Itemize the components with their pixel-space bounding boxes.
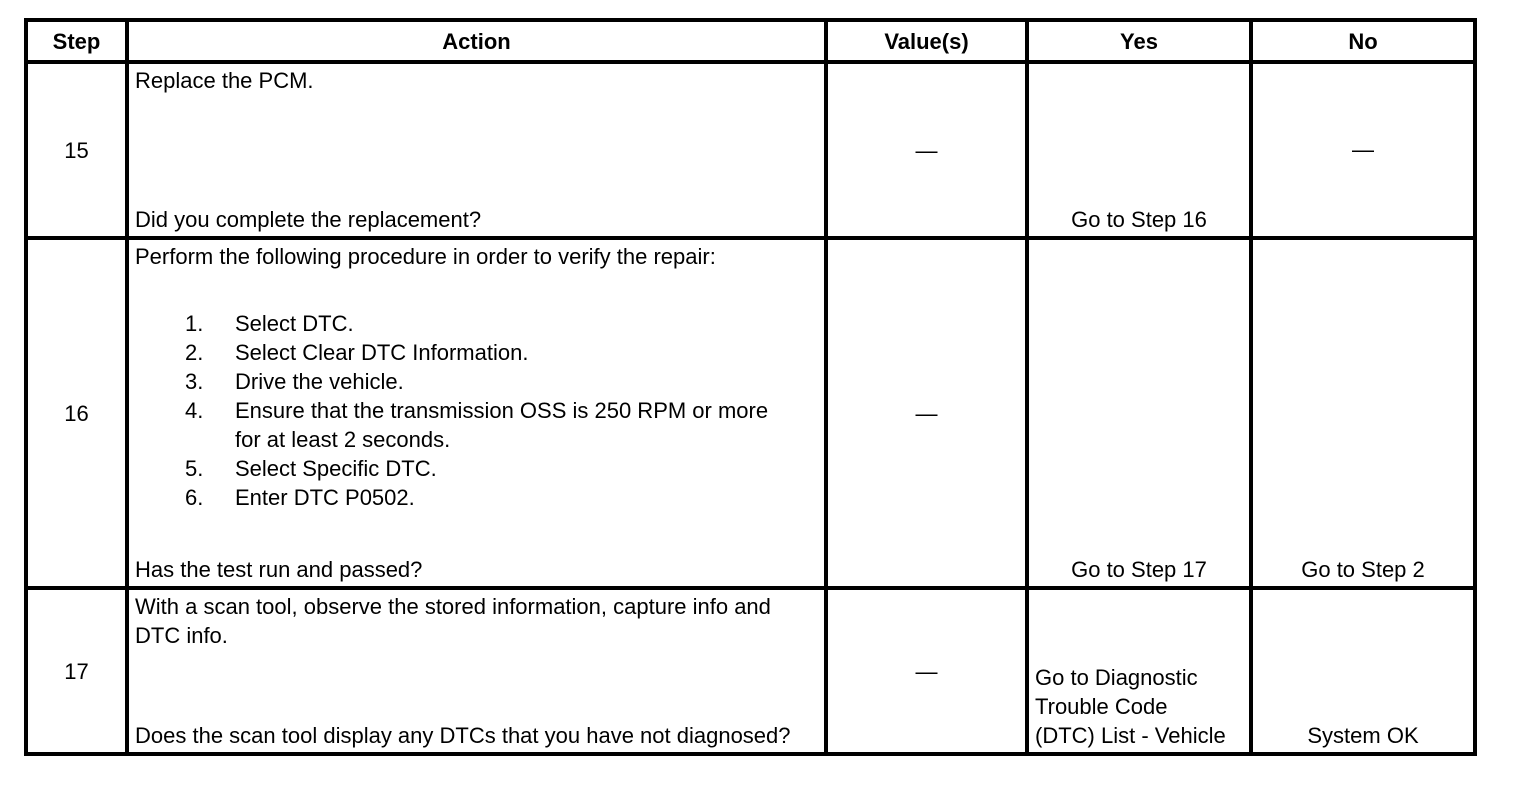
list-item <box>185 483 818 512</box>
header-values: Value(s) <box>826 20 1027 62</box>
header-no: No <box>1251 20 1475 62</box>
header-step: Step <box>26 20 127 62</box>
list-item <box>185 309 818 338</box>
no-cell: Go to Step 2 <box>1251 238 1475 588</box>
table-row <box>26 238 1475 588</box>
action-intro: Perform the following procedure in order to verify the repair: <box>135 244 716 269</box>
list-item-number: 5. <box>185 456 204 481</box>
yes-cell: Go to Step 17 <box>1027 238 1251 588</box>
header-action: Action <box>127 20 826 62</box>
step-number: 16 <box>26 238 127 588</box>
yes-cell: Go to Step 16 <box>1027 62 1251 238</box>
value-cell: — <box>826 62 1027 238</box>
action-question: Does the scan tool display any DTCs that you have not diagnosed? <box>135 723 791 748</box>
list-item-text: Ensure that the transmission OSS is 250 RPM or more for at least 2 seconds. <box>235 398 769 452</box>
diagnostic-table <box>24 18 1477 756</box>
list-item-number: 3. <box>185 369 204 394</box>
list-item-text: Select Clear DTC Information. <box>235 340 529 365</box>
yes-cell[interactable] <box>1027 588 1251 754</box>
action-question: Has the test run and passed? <box>135 557 423 582</box>
action-question: Did you complete the replacement? <box>135 207 482 232</box>
diagnostic-code-list-link[interactable]: Go to Diagnostic Trouble Code (DTC) List - Vehicle <box>1035 665 1226 748</box>
list-item-number: 4. <box>185 398 204 423</box>
list-item-text: Drive the vehicle. <box>235 369 404 394</box>
list-item-number: 2. <box>185 340 204 365</box>
header-row <box>26 20 1475 62</box>
step-number: 15 <box>26 62 127 238</box>
list-item-number: 1. <box>185 311 204 336</box>
no-cell: System OK <box>1251 588 1475 754</box>
action-intro: With a scan tool, observe the stored information, capture info and DTC info. <box>135 594 771 648</box>
list-item <box>185 338 818 367</box>
table-row <box>26 62 1475 238</box>
list-item <box>185 396 818 454</box>
no-cell: — <box>1251 62 1475 238</box>
value-cell: — <box>826 238 1027 588</box>
list-item-text: Select DTC. <box>235 311 354 336</box>
action-intro: Replace the PCM. <box>135 68 314 93</box>
step-number: 17 <box>26 588 127 754</box>
list-item <box>185 367 818 396</box>
header-yes: Yes <box>1027 20 1251 62</box>
procedure-list <box>135 309 818 512</box>
action-cell <box>127 62 826 238</box>
list-item-number: 6. <box>185 485 204 510</box>
value-cell: — <box>826 588 1027 754</box>
action-cell <box>127 238 826 588</box>
list-item-text: Enter DTC P0502. <box>235 485 415 510</box>
table-row <box>26 588 1475 754</box>
list-item-text: Select Specific DTC. <box>235 456 437 481</box>
list-item <box>185 454 818 483</box>
action-cell <box>127 588 826 754</box>
